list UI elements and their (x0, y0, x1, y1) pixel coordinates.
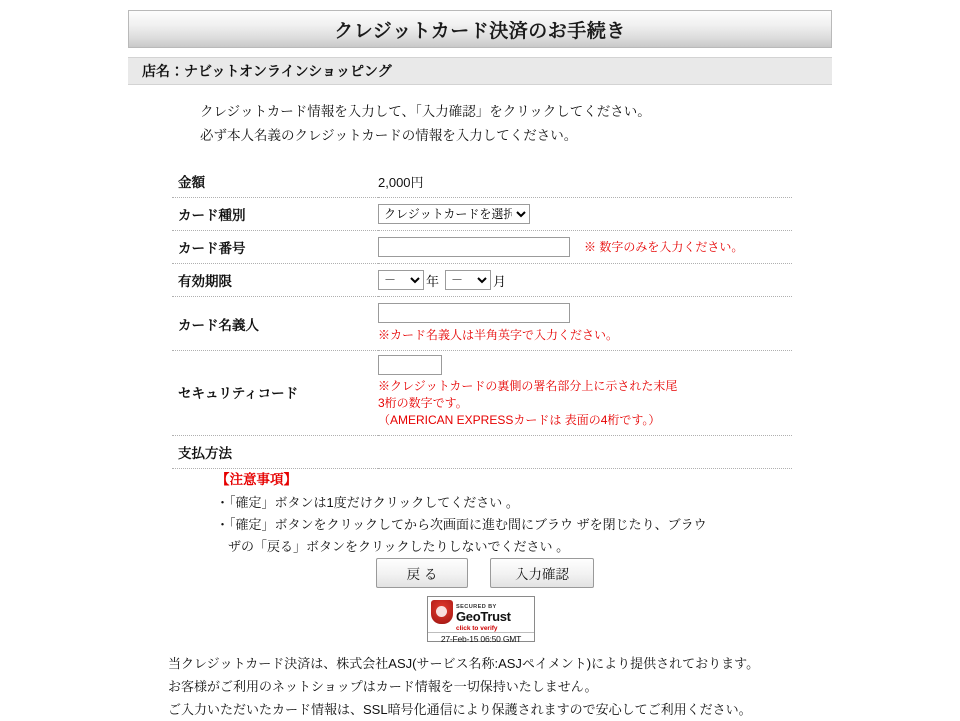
shop-name-bar (128, 57, 832, 85)
page-title: クレジットカード決済のお手続き (334, 20, 626, 42)
back-button[interactable]: 戻 る (376, 558, 468, 588)
card-number-input[interactable] (378, 237, 570, 257)
security-code-input[interactable] (378, 355, 442, 375)
expiry-year-select[interactable] (378, 270, 424, 290)
payment-method-label: 支払方法 (178, 446, 232, 461)
payment-form-table (172, 165, 792, 469)
amount-row (172, 165, 792, 198)
seal-brand-trust: Trust (480, 609, 511, 624)
card-number-row (172, 231, 792, 264)
footer-line-1: 当クレジットカード決済は、株式会社ASJ(サービス名称:ASJペイメント)により提供されております。 (168, 656, 760, 671)
seal-brand (456, 609, 511, 624)
form-buttons (376, 558, 594, 588)
caution-block (216, 468, 816, 558)
card-type-label: カード種別 (178, 208, 246, 223)
payment-method-row (172, 436, 792, 469)
expiry-year-unit: 年 (426, 273, 440, 289)
amount-label: 金額 (178, 175, 205, 190)
security-code-note-1: ※クレジットカードの裏側の署名部分上に示された末尾 (378, 379, 678, 393)
card-holder-label: カード名義人 (178, 317, 259, 333)
caution-item: ザの「戻る」ボタンをクリックしたりしないでください 。 (228, 539, 570, 554)
geotrust-seal[interactable] (427, 596, 535, 642)
security-code-row (172, 351, 792, 436)
footer-line-2: お客様がご利用のネットショップはカード情報を一切保持いたしません。 (168, 679, 598, 694)
caution-item: ・「確定」ボタンは1度だけクリックしてください 。 (216, 495, 519, 510)
expiry-label: 有効期限 (178, 274, 232, 289)
confirm-button[interactable]: 入力確認 (490, 558, 594, 588)
shield-icon (431, 600, 453, 624)
card-type-select[interactable] (378, 204, 530, 224)
security-code-label: セキュリティコード (178, 386, 299, 401)
card-holder-row (172, 297, 792, 351)
page-title-bar (128, 10, 832, 48)
expiry-month-unit: 月 (493, 273, 507, 289)
seal-date: 27-Feb-15 06:50 GMT (428, 632, 534, 644)
caution-item: ・「確定」ボタンをクリックしてから次画面に進む間にブラウ ザを閉じたり、ブラウ (216, 517, 707, 532)
card-number-label: カード番号 (178, 241, 246, 256)
shop-name-label: 店名：ナビットオンラインショッピング (142, 63, 392, 79)
seal-click-to-verify[interactable]: click to verify (456, 625, 498, 632)
card-holder-note: ※カード名義人は半角英字で入力ください。 (378, 328, 619, 342)
caution-title: 【注意事項】 (216, 472, 297, 487)
footer-line-3: ご入力いただいたカード情報は、SSL暗号化通信により保護されますので安心してご利用ください。 (168, 702, 752, 717)
seal-secured-by: SECURED BY (456, 604, 497, 610)
expiry-month-select[interactable] (445, 270, 491, 290)
card-type-row (172, 198, 792, 231)
intro-line-1: クレジットカード情報を入力して、「入力確認」をクリックしてください。 (200, 104, 651, 119)
security-code-note-2: 3桁の数字です。 (378, 396, 468, 410)
intro-line-2: 必ず本人名義のクレジットカードの情報を入力してください。 (200, 128, 578, 143)
caution-list (216, 492, 816, 558)
security-code-note-3: （AMERICAN EXPRESSカードは 表面の4桁です。） (378, 413, 661, 427)
expiry-row (172, 264, 792, 297)
intro-text (200, 100, 840, 148)
footer-text (168, 652, 828, 721)
card-holder-input[interactable] (378, 303, 570, 323)
card-number-note: ※ 数字のみを入力ください。 (584, 239, 744, 254)
seal-brand-geo: Geo (456, 609, 481, 624)
amount-value: 2,000円 (378, 174, 424, 190)
